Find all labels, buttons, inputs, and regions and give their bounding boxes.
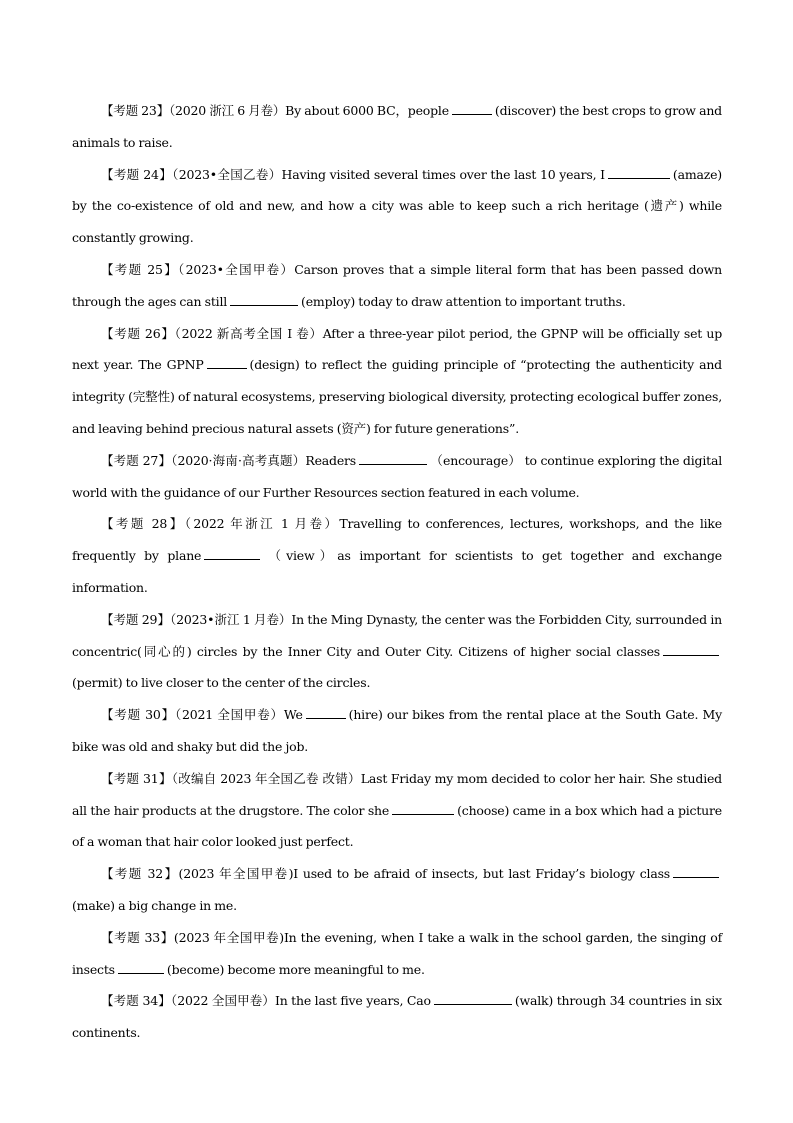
question-text-after: (employ) today to draw attention to important truths.: [301, 293, 626, 309]
question-text-after: (discover) the best crops to grow and animals to raise.: [72, 103, 722, 150]
exercise-page: [72, 95, 722, 1049]
question-source: （2022 全国甲卷）: [170, 993, 275, 1009]
question-28: [72, 508, 722, 603]
question-tag: 【考题 27】: [101, 452, 172, 468]
question-34: [72, 985, 722, 1049]
question-source: （2023•浙江 1 月卷）: [169, 611, 292, 627]
question-source: （2022 新高考全国 I 卷）: [174, 325, 323, 341]
question-30: [72, 699, 722, 763]
question-31: [72, 763, 722, 858]
question-25: [72, 254, 722, 318]
question-source: （改编自 2023 年全国乙卷 改错）: [171, 770, 361, 786]
question-33: [72, 922, 722, 986]
answer-blank[interactable]: [204, 558, 260, 560]
question-26: [72, 318, 722, 445]
question-text-after: (design) to reflect the guiding principle of “protecting the authenticity and integrity (完整性) of natural ecosystems, preserving biological diversity, protecting ecological buffer zones, and leaving behind precious natural assets (资产) for future generations”.: [72, 357, 722, 436]
question-tag: 【考题 33】: [101, 929, 174, 945]
question-text-before: In the evening, when I take a walk in the school garden, the singing of insects: [72, 929, 722, 977]
question-text-before: After a three-year pilot period, the GPNP will be officially set up next year. The GPNP: [72, 325, 722, 373]
question-text-before: Carson proves that a simple literal form that has been passed down through the ages can still: [72, 261, 722, 309]
question-text-after: (hire) our bikes from the rental place at the South Gate. My bike was old and shaky but did the job.: [72, 707, 722, 754]
answer-blank[interactable]: [359, 463, 427, 465]
answer-blank[interactable]: [306, 717, 346, 719]
question-text-before: We: [283, 707, 303, 723]
question-text-after: （view）as important for scientists to get together and exchange information.: [72, 548, 722, 595]
question-tag: 【考题 26】: [101, 325, 175, 341]
question-text-after: (permit) to live closer to the center of the circles.: [72, 675, 371, 691]
question-tag: 【考题 28】: [101, 516, 185, 532]
question-source: (2023 年全国甲卷): [178, 866, 294, 882]
question-27: [72, 445, 722, 509]
answer-blank[interactable]: [230, 304, 298, 306]
question-tag: 【考题 25】: [101, 261, 179, 277]
answer-blank[interactable]: [392, 813, 454, 815]
question-text-before: In the last five years, Cao: [275, 993, 431, 1009]
answer-blank[interactable]: [452, 113, 492, 115]
question-source: （2021 全国甲卷）: [174, 707, 284, 723]
question-source: （2020·海南·高考真题）: [171, 452, 306, 468]
question-source: （2020 浙江 6 月卷）: [169, 103, 286, 118]
question-23: [72, 95, 722, 159]
question-29: [72, 604, 722, 699]
question-text-before: In the Ming Dynasty, the center was the Forbidden City, surrounded in concentric(同心的) circles by the Inner City and Outer City. Citizens of higher social classes: [72, 611, 722, 659]
question-text-before: Travelling to conferences, lectures, workshops, and the like frequently by plane: [72, 516, 722, 564]
question-tag: 【考题 23】: [101, 103, 169, 118]
question-text-after: (walk) through 34 countries in six continents.: [72, 993, 723, 1041]
answer-blank[interactable]: [663, 654, 719, 656]
question-text-before: Having visited several times over the last 10 years, I: [281, 166, 605, 182]
question-text-after: (choose) came in a box which had a picture of a woman that hair color looked just perfect.: [72, 802, 722, 850]
question-tag: 【考题 32】: [101, 866, 179, 882]
question-source: (2023 年全国甲卷): [173, 929, 284, 945]
question-text-after: （encourage） to continue exploring the digital world with the guidance of our Further Resources section featured in each volume.: [72, 452, 722, 500]
question-tag: 【考题 29】: [101, 611, 170, 627]
question-text-after: (amaze) by the co-existence of old and new, and how a city was able to keep such a rich heritage (遗产) while constantly growing.: [72, 166, 722, 246]
question-text-after: (become) become more meaningful to me.: [166, 961, 425, 977]
answer-blank[interactable]: [118, 972, 164, 974]
question-source: （2023•全国乙卷）: [172, 166, 282, 182]
question-source: （2022 年浙江 1 月卷）: [184, 516, 340, 532]
question-text-after: (make) a big change in me.: [72, 897, 237, 913]
answer-blank[interactable]: [673, 876, 719, 878]
answer-blank[interactable]: [207, 367, 247, 369]
question-text-before: Readers: [305, 452, 357, 468]
question-text-before: I used to be afraid of insects, but last Friday’s biology class: [293, 866, 670, 882]
question-tag: 【考题 31】: [101, 770, 172, 786]
question-tag: 【考题 24】: [101, 166, 173, 182]
question-text-before: Last Friday my mom decided to color her hair. She studied all the hair products at the drugstore. The color she: [72, 770, 722, 818]
question-text-before: By about 6000 BC，people: [285, 103, 449, 118]
question-tag: 【考题 30】: [101, 707, 175, 723]
answer-blank[interactable]: [608, 177, 670, 179]
question-tag: 【考题 34】: [101, 993, 171, 1009]
question-source: （2023•全国甲卷）: [178, 261, 295, 277]
question-32: [72, 858, 722, 922]
answer-blank[interactable]: [434, 1003, 512, 1005]
question-24: [72, 159, 722, 254]
